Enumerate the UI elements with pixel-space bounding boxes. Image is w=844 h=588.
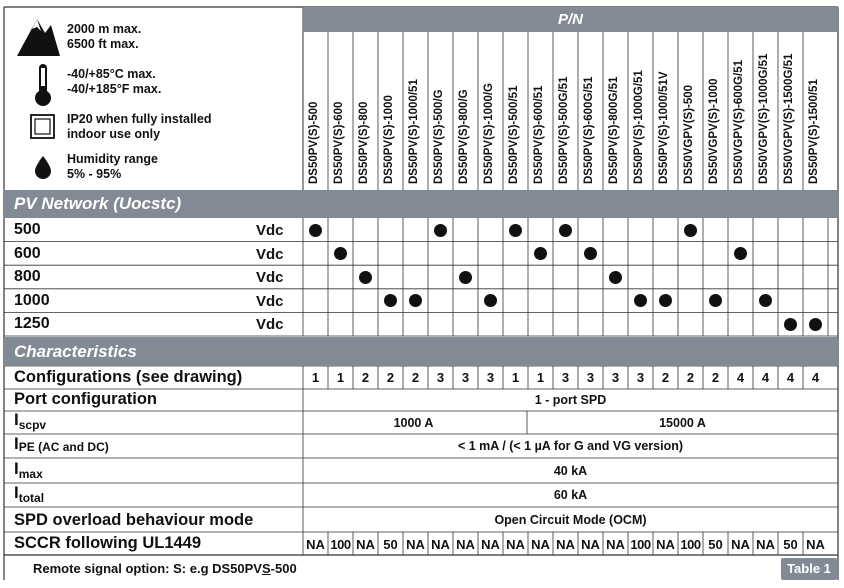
configurations-label: Configurations (see drawing) — [14, 368, 243, 386]
sccr-value: NA — [506, 537, 525, 552]
ipe-label: IPE (AC and DC) — [14, 434, 109, 454]
part-number-label: DS50PV(S)-500/G — [433, 89, 445, 184]
pv-unit-label: Vdc — [256, 292, 284, 310]
pv-compatibility-dot — [684, 224, 697, 237]
pv-unit-label: Vdc — [256, 222, 284, 239]
sccr-value: NA — [356, 537, 375, 552]
pv-compatibility-dot — [309, 224, 322, 237]
part-number-label: DS50PV(S)-500G/51 — [558, 76, 570, 184]
part-number-label: DS50VGPV(S)-600G/51 — [733, 59, 745, 184]
table-label: Table 1 — [781, 558, 837, 580]
characteristics-header — [4, 337, 838, 366]
part-number-label: DS50PV(S)-1000/51 — [408, 79, 420, 184]
pv-compatibility-dot — [734, 247, 747, 260]
port-config-value: 1 - port SPD — [534, 393, 607, 407]
itotal-value: 60 kA — [553, 488, 588, 502]
configuration-value: 2 — [386, 370, 395, 385]
pv-compatibility-dot — [359, 271, 372, 284]
pv-network-header — [4, 190, 838, 218]
part-number-label: DS50PV(S)-1000 — [383, 95, 395, 184]
pv-unit-label: Vdc — [256, 245, 284, 263]
sccr-value: NA — [756, 537, 775, 552]
part-number-label: DS50PV(S)-600/51 — [533, 85, 545, 184]
sccr-value: NA — [606, 537, 625, 552]
sccr-value: 100 — [330, 537, 351, 552]
remote-note-highlight: S — [261, 561, 271, 576]
configuration-value: 1 — [511, 370, 520, 385]
characteristics-title: Characteristics — [14, 342, 137, 361]
part-number-label: DS50PV(S)-600G/51 — [583, 76, 595, 184]
sccr-value: NA — [406, 537, 425, 552]
pv-compatibility-dot — [534, 247, 547, 260]
pv-compatibility-dot — [784, 318, 797, 331]
pv-voltage-label: 500 — [14, 221, 41, 238]
configuration-value: 4 — [761, 370, 770, 385]
part-number-label: DS50PV(S)-1000/51V — [658, 71, 670, 184]
pv-compatibility-dot — [509, 224, 522, 237]
configuration-value: 3 — [561, 370, 570, 385]
humidity-range: 5% - 95% — [67, 167, 122, 181]
itotal-label: $I_{total}$ — [14, 483, 45, 505]
iscpv-value-left: 1000 A — [393, 416, 434, 430]
pn-header — [303, 7, 838, 32]
pv-network-title: PV Network (Uocstc) — [14, 194, 182, 213]
remote-note-prefix: Remote signal option: S: e.g DS50PV — [33, 561, 262, 576]
sccr-value: NA — [656, 537, 675, 552]
humidity-label: Humidity range — [67, 152, 158, 166]
sccr-value: 50 — [708, 537, 723, 552]
port-config-label: Port configuration — [14, 390, 157, 408]
temp-celsius: -40/+85°C max. — [67, 67, 156, 81]
configuration-value: 3 — [636, 370, 645, 385]
configuration-value: 3 — [486, 370, 495, 385]
imax-value: 40 kA — [553, 464, 588, 478]
configuration-value: 2 — [711, 370, 720, 385]
altitude-feet: 6500 ft max. — [67, 37, 139, 51]
part-number-label: DS50PV(S)-800/G — [458, 89, 470, 184]
sccr-value: NA — [456, 537, 475, 552]
pv-unit-label: Vdc — [256, 316, 284, 334]
part-number-label: DS50VGPV(S)-500 — [683, 84, 695, 184]
configuration-value: 3 — [436, 370, 445, 385]
part-number-label: DS50VGPV(S)-1000G/51 — [758, 53, 770, 184]
overload-label: SPD overload behaviour mode — [14, 511, 254, 529]
pv-voltage-label: 800 — [14, 268, 41, 286]
sccr-value: 50 — [383, 537, 398, 552]
sccr-label: SCCR following UL1449 — [14, 534, 202, 552]
pv-compatibility-dot — [334, 247, 347, 260]
pv-voltage-label: 1250 — [14, 315, 50, 333]
part-number-label: DS50VGPV(S)-1000 — [708, 78, 720, 184]
remote-signal-note — [33, 561, 297, 576]
mountain-icon — [15, 15, 61, 57]
pv-voltage-label: 600 — [14, 244, 41, 262]
temp-fahrenheit: -40/+185°F max. — [67, 82, 162, 96]
part-number-label: DS50PV(S)-1500/51 — [808, 79, 820, 184]
configuration-value: 3 — [586, 370, 595, 385]
sccr-value: NA — [431, 537, 450, 552]
sccr-value: NA — [481, 537, 500, 552]
part-number-label: DS50PV(S)-800 — [358, 101, 370, 184]
sccr-value: 100 — [680, 537, 701, 552]
sccr-value: 100 — [630, 537, 651, 552]
part-number-label: DS50PV(S)-800G/51 — [608, 76, 620, 184]
pv-unit-label: Vdc — [256, 269, 284, 287]
sccr-value: NA — [556, 537, 575, 552]
indoor-use: indoor use only — [67, 127, 161, 141]
part-number-label: DS50VGPV(S)-1500G/51 — [783, 53, 795, 184]
pv-compatibility-dot — [559, 224, 572, 237]
sccr-value: NA — [306, 537, 325, 552]
sccr-value: NA — [531, 537, 550, 552]
part-number-label: DS50PV(S)-500 — [308, 101, 320, 184]
iscpv-value-right: 15000 A — [659, 416, 706, 430]
pv-compatibility-dot — [609, 271, 622, 284]
configuration-value: 4 — [786, 370, 795, 385]
pv-voltage-label: 1000 — [14, 291, 50, 309]
overload-value: Open Circuit Mode (OCM) — [494, 513, 647, 527]
remote-note-suffix: -500 — [270, 561, 297, 576]
configuration-value: 2 — [411, 370, 420, 385]
pn-title: P/N — [557, 11, 583, 28]
pv-compatibility-dot — [809, 318, 822, 331]
sccr-value: NA — [581, 537, 600, 552]
sccr-value: NA — [806, 537, 825, 552]
droplet-icon — [33, 155, 53, 179]
configuration-value: 1 — [311, 370, 320, 385]
imax-label: $I_{max}$ — [14, 459, 43, 481]
configuration-value: 1 — [336, 370, 345, 385]
thermometer-icon — [32, 62, 54, 108]
configuration-value: 1 — [536, 370, 545, 385]
part-number-label: DS50PV(S)-1000G/51 — [633, 70, 645, 184]
configuration-value: 2 — [661, 370, 670, 385]
sccr-value: NA — [731, 537, 750, 552]
pv-compatibility-dot — [459, 271, 472, 284]
part-number-label: DS50PV(S)-1000/G — [483, 83, 495, 184]
pv-compatibility-dot — [434, 224, 447, 237]
configuration-value: 3 — [461, 370, 470, 385]
ipe-value: < 1 mA / (< 1 µA for G and VG version) — [457, 439, 684, 453]
configuration-value: 4 — [811, 370, 820, 385]
enclosure-icon — [30, 114, 56, 140]
sccr-value: 50 — [783, 537, 798, 552]
iscpv-label: $I_{scpv}$ — [14, 410, 47, 432]
altitude-meters: 2000 m max. — [67, 22, 142, 36]
part-number-label: DS50PV(S)-600 — [333, 101, 345, 184]
ip-rating: IP20 when fully installed — [67, 112, 212, 126]
configuration-value: 2 — [686, 370, 695, 385]
pv-compatibility-dot — [584, 247, 597, 260]
configuration-value: 3 — [611, 370, 620, 385]
part-number-label: DS50PV(S)-500/51 — [508, 85, 520, 184]
configuration-value: 2 — [361, 370, 370, 385]
configuration-value: 4 — [736, 370, 745, 385]
